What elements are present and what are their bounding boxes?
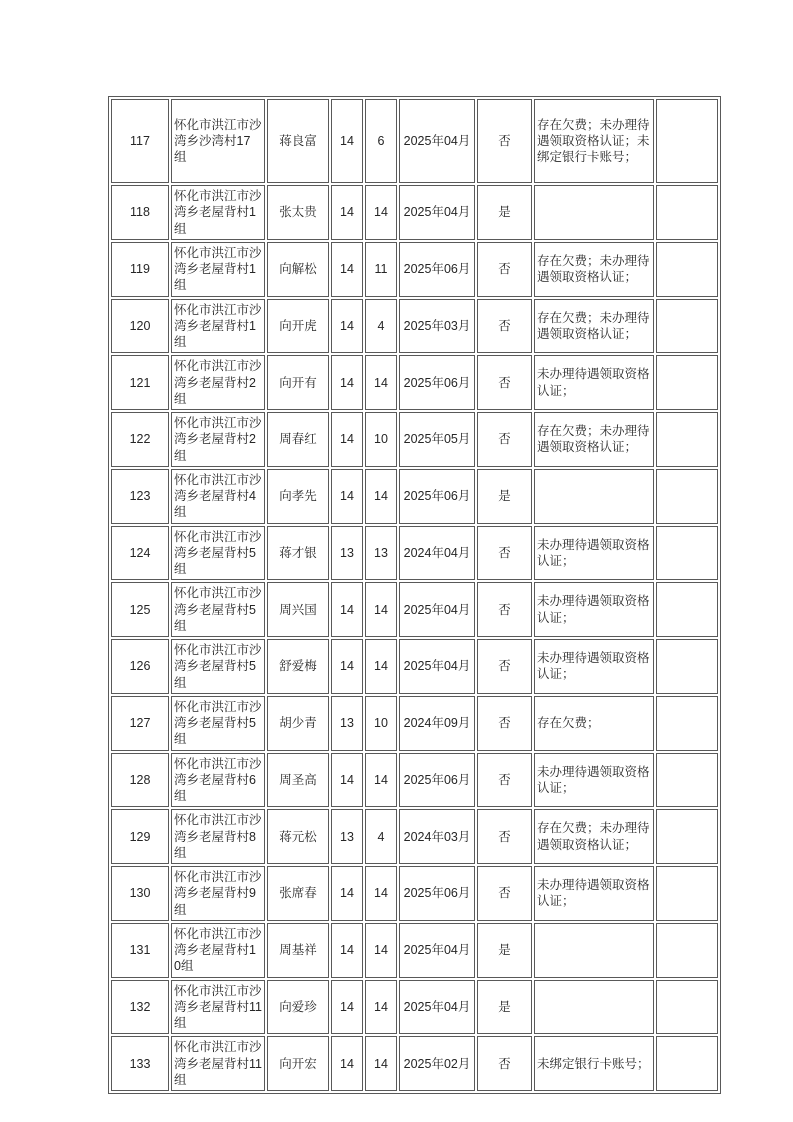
month-cell: 2024年09月 — [399, 696, 475, 751]
status-cell: 否 — [477, 866, 532, 921]
empty-cell — [656, 355, 718, 410]
count-cell-1: 14 — [331, 753, 363, 808]
address-cell: 怀化市洪江市沙湾乡老屋背村8组 — [171, 809, 265, 864]
table-row — [111, 355, 718, 410]
serial-number-cell: 128 — [111, 753, 169, 808]
status-cell: 否 — [477, 582, 532, 637]
month-cell: 2025年04月 — [399, 639, 475, 694]
count-cell-1: 14 — [331, 866, 363, 921]
count-cell-1: 13 — [331, 809, 363, 864]
count-cell-1: 14 — [331, 639, 363, 694]
person-name-cell: 胡少青 — [267, 696, 329, 751]
address-cell: 怀化市洪江市沙湾乡老屋背村1组 — [171, 185, 265, 240]
count-cell-1: 14 — [331, 1036, 363, 1091]
person-name-cell: 向开有 — [267, 355, 329, 410]
status-cell: 否 — [477, 639, 532, 694]
empty-cell — [656, 99, 718, 183]
remark-cell: 未办理待遇领取资格认证； — [534, 639, 654, 694]
month-cell: 2025年04月 — [399, 980, 475, 1035]
person-name-cell: 张席春 — [267, 866, 329, 921]
month-cell: 2025年04月 — [399, 99, 475, 183]
person-name-cell: 蒋元松 — [267, 809, 329, 864]
pension-record-table — [108, 96, 721, 1094]
status-cell: 否 — [477, 753, 532, 808]
remark-cell: 未绑定银行卡账号； — [534, 1036, 654, 1091]
table-body — [111, 99, 718, 1091]
address-cell: 怀化市洪江市沙湾乡老屋背村11组 — [171, 1036, 265, 1091]
status-cell: 否 — [477, 412, 532, 467]
status-cell: 是 — [477, 923, 532, 978]
remark-cell: 未办理待遇领取资格认证； — [534, 753, 654, 808]
count-cell-2: 14 — [365, 1036, 397, 1091]
month-cell: 2024年04月 — [399, 526, 475, 581]
serial-number-cell: 127 — [111, 696, 169, 751]
remark-cell: 未办理待遇领取资格认证； — [534, 355, 654, 410]
address-cell: 怀化市洪江市沙湾乡老屋背村9组 — [171, 866, 265, 921]
table-row — [111, 980, 718, 1035]
count-cell-2: 10 — [365, 696, 397, 751]
status-cell: 否 — [477, 355, 532, 410]
table-row — [111, 582, 718, 637]
address-cell: 怀化市洪江市沙湾乡老屋背村6组 — [171, 753, 265, 808]
empty-cell — [656, 809, 718, 864]
count-cell-1: 14 — [331, 99, 363, 183]
count-cell-1: 14 — [331, 355, 363, 410]
table-row — [111, 469, 718, 524]
serial-number-cell: 117 — [111, 99, 169, 183]
status-cell: 否 — [477, 696, 532, 751]
address-cell: 怀化市洪江市沙湾乡老屋背村5组 — [171, 582, 265, 637]
count-cell-1: 13 — [331, 526, 363, 581]
count-cell-2: 6 — [365, 99, 397, 183]
remark-cell: 存在欠费；未办理待遇领取资格认证；未绑定银行卡账号； — [534, 99, 654, 183]
month-cell: 2025年06月 — [399, 753, 475, 808]
count-cell-1: 14 — [331, 469, 363, 524]
month-cell: 2025年03月 — [399, 299, 475, 354]
address-cell: 怀化市洪江市沙湾乡老屋背村5组 — [171, 639, 265, 694]
person-name-cell: 周春红 — [267, 412, 329, 467]
count-cell-2: 13 — [365, 526, 397, 581]
table-row — [111, 1036, 718, 1091]
remark-cell — [534, 923, 654, 978]
remark-cell: 存在欠费；未办理待遇领取资格认证； — [534, 412, 654, 467]
person-name-cell: 向解松 — [267, 242, 329, 297]
table-row — [111, 242, 718, 297]
remark-cell: 未办理待遇领取资格认证； — [534, 582, 654, 637]
empty-cell — [656, 696, 718, 751]
address-cell: 怀化市洪江市沙湾乡沙湾村17组 — [171, 99, 265, 183]
count-cell-2: 14 — [365, 355, 397, 410]
serial-number-cell: 129 — [111, 809, 169, 864]
person-name-cell: 周兴国 — [267, 582, 329, 637]
remark-cell — [534, 185, 654, 240]
table-row — [111, 185, 718, 240]
serial-number-cell: 124 — [111, 526, 169, 581]
month-cell: 2025年06月 — [399, 355, 475, 410]
empty-cell — [656, 753, 718, 808]
table-row — [111, 299, 718, 354]
month-cell: 2025年02月 — [399, 1036, 475, 1091]
serial-number-cell: 132 — [111, 980, 169, 1035]
remark-cell: 存在欠费；未办理待遇领取资格认证； — [534, 299, 654, 354]
status-cell: 否 — [477, 809, 532, 864]
count-cell-1: 14 — [331, 923, 363, 978]
person-name-cell: 向开宏 — [267, 1036, 329, 1091]
remark-cell: 存在欠费；未办理待遇领取资格认证； — [534, 809, 654, 864]
address-cell: 怀化市洪江市沙湾乡老屋背村4组 — [171, 469, 265, 524]
empty-cell — [656, 412, 718, 467]
count-cell-2: 4 — [365, 809, 397, 864]
person-name-cell: 向开虎 — [267, 299, 329, 354]
month-cell: 2025年06月 — [399, 242, 475, 297]
table-row — [111, 696, 718, 751]
serial-number-cell: 119 — [111, 242, 169, 297]
month-cell: 2025年06月 — [399, 469, 475, 524]
person-name-cell: 张太贵 — [267, 185, 329, 240]
count-cell-1: 14 — [331, 242, 363, 297]
address-cell: 怀化市洪江市沙湾乡老屋背村5组 — [171, 696, 265, 751]
status-cell: 否 — [477, 299, 532, 354]
status-cell: 否 — [477, 1036, 532, 1091]
count-cell-2: 14 — [365, 753, 397, 808]
person-name-cell: 蒋才银 — [267, 526, 329, 581]
empty-cell — [656, 866, 718, 921]
table-row — [111, 753, 718, 808]
empty-cell — [656, 526, 718, 581]
count-cell-2: 14 — [365, 866, 397, 921]
address-cell: 怀化市洪江市沙湾乡老屋背村5组 — [171, 526, 265, 581]
empty-cell — [656, 469, 718, 524]
status-cell: 否 — [477, 99, 532, 183]
count-cell-1: 14 — [331, 980, 363, 1035]
status-cell: 是 — [477, 469, 532, 524]
person-name-cell: 舒爱梅 — [267, 639, 329, 694]
address-cell: 怀化市洪江市沙湾乡老屋背村10组 — [171, 923, 265, 978]
serial-number-cell: 123 — [111, 469, 169, 524]
remark-cell — [534, 980, 654, 1035]
count-cell-2: 4 — [365, 299, 397, 354]
count-cell-2: 14 — [365, 923, 397, 978]
serial-number-cell: 125 — [111, 582, 169, 637]
serial-number-cell: 130 — [111, 866, 169, 921]
status-cell: 否 — [477, 526, 532, 581]
table-row — [111, 412, 718, 467]
person-name-cell: 向孝先 — [267, 469, 329, 524]
address-cell: 怀化市洪江市沙湾乡老屋背村1组 — [171, 299, 265, 354]
month-cell: 2025年06月 — [399, 866, 475, 921]
count-cell-2: 14 — [365, 980, 397, 1035]
status-cell: 否 — [477, 242, 532, 297]
person-name-cell: 周圣高 — [267, 753, 329, 808]
count-cell-2: 11 — [365, 242, 397, 297]
table-row — [111, 809, 718, 864]
remark-cell: 存在欠费； — [534, 696, 654, 751]
empty-cell — [656, 923, 718, 978]
serial-number-cell: 126 — [111, 639, 169, 694]
empty-cell — [656, 242, 718, 297]
empty-cell — [656, 639, 718, 694]
serial-number-cell: 118 — [111, 185, 169, 240]
month-cell: 2025年05月 — [399, 412, 475, 467]
person-name-cell: 周基祥 — [267, 923, 329, 978]
empty-cell — [656, 1036, 718, 1091]
address-cell: 怀化市洪江市沙湾乡老屋背村2组 — [171, 355, 265, 410]
serial-number-cell: 133 — [111, 1036, 169, 1091]
month-cell: 2024年03月 — [399, 809, 475, 864]
count-cell-2: 14 — [365, 639, 397, 694]
address-cell: 怀化市洪江市沙湾乡老屋背村1组 — [171, 242, 265, 297]
person-name-cell: 向爱珍 — [267, 980, 329, 1035]
address-cell: 怀化市洪江市沙湾乡老屋背村11组 — [171, 980, 265, 1035]
status-cell: 是 — [477, 980, 532, 1035]
count-cell-2: 14 — [365, 469, 397, 524]
month-cell: 2025年04月 — [399, 923, 475, 978]
empty-cell — [656, 980, 718, 1035]
address-cell: 怀化市洪江市沙湾乡老屋背村2组 — [171, 412, 265, 467]
status-cell: 是 — [477, 185, 532, 240]
serial-number-cell: 120 — [111, 299, 169, 354]
table-row — [111, 99, 718, 183]
remark-cell: 未办理待遇领取资格认证； — [534, 526, 654, 581]
table-row — [111, 866, 718, 921]
empty-cell — [656, 299, 718, 354]
table-row — [111, 923, 718, 978]
count-cell-1: 14 — [331, 412, 363, 467]
month-cell: 2025年04月 — [399, 185, 475, 240]
count-cell-1: 14 — [331, 185, 363, 240]
count-cell-1: 14 — [331, 582, 363, 637]
count-cell-2: 14 — [365, 582, 397, 637]
serial-number-cell: 122 — [111, 412, 169, 467]
month-cell: 2025年04月 — [399, 582, 475, 637]
empty-cell — [656, 582, 718, 637]
count-cell-2: 10 — [365, 412, 397, 467]
count-cell-1: 14 — [331, 299, 363, 354]
remark-cell: 未办理待遇领取资格认证； — [534, 866, 654, 921]
serial-number-cell: 121 — [111, 355, 169, 410]
remark-cell: 存在欠费；未办理待遇领取资格认证； — [534, 242, 654, 297]
table-row — [111, 526, 718, 581]
serial-number-cell: 131 — [111, 923, 169, 978]
remark-cell — [534, 469, 654, 524]
count-cell-1: 13 — [331, 696, 363, 751]
empty-cell — [656, 185, 718, 240]
person-name-cell: 蒋良富 — [267, 99, 329, 183]
table-row — [111, 639, 718, 694]
count-cell-2: 14 — [365, 185, 397, 240]
